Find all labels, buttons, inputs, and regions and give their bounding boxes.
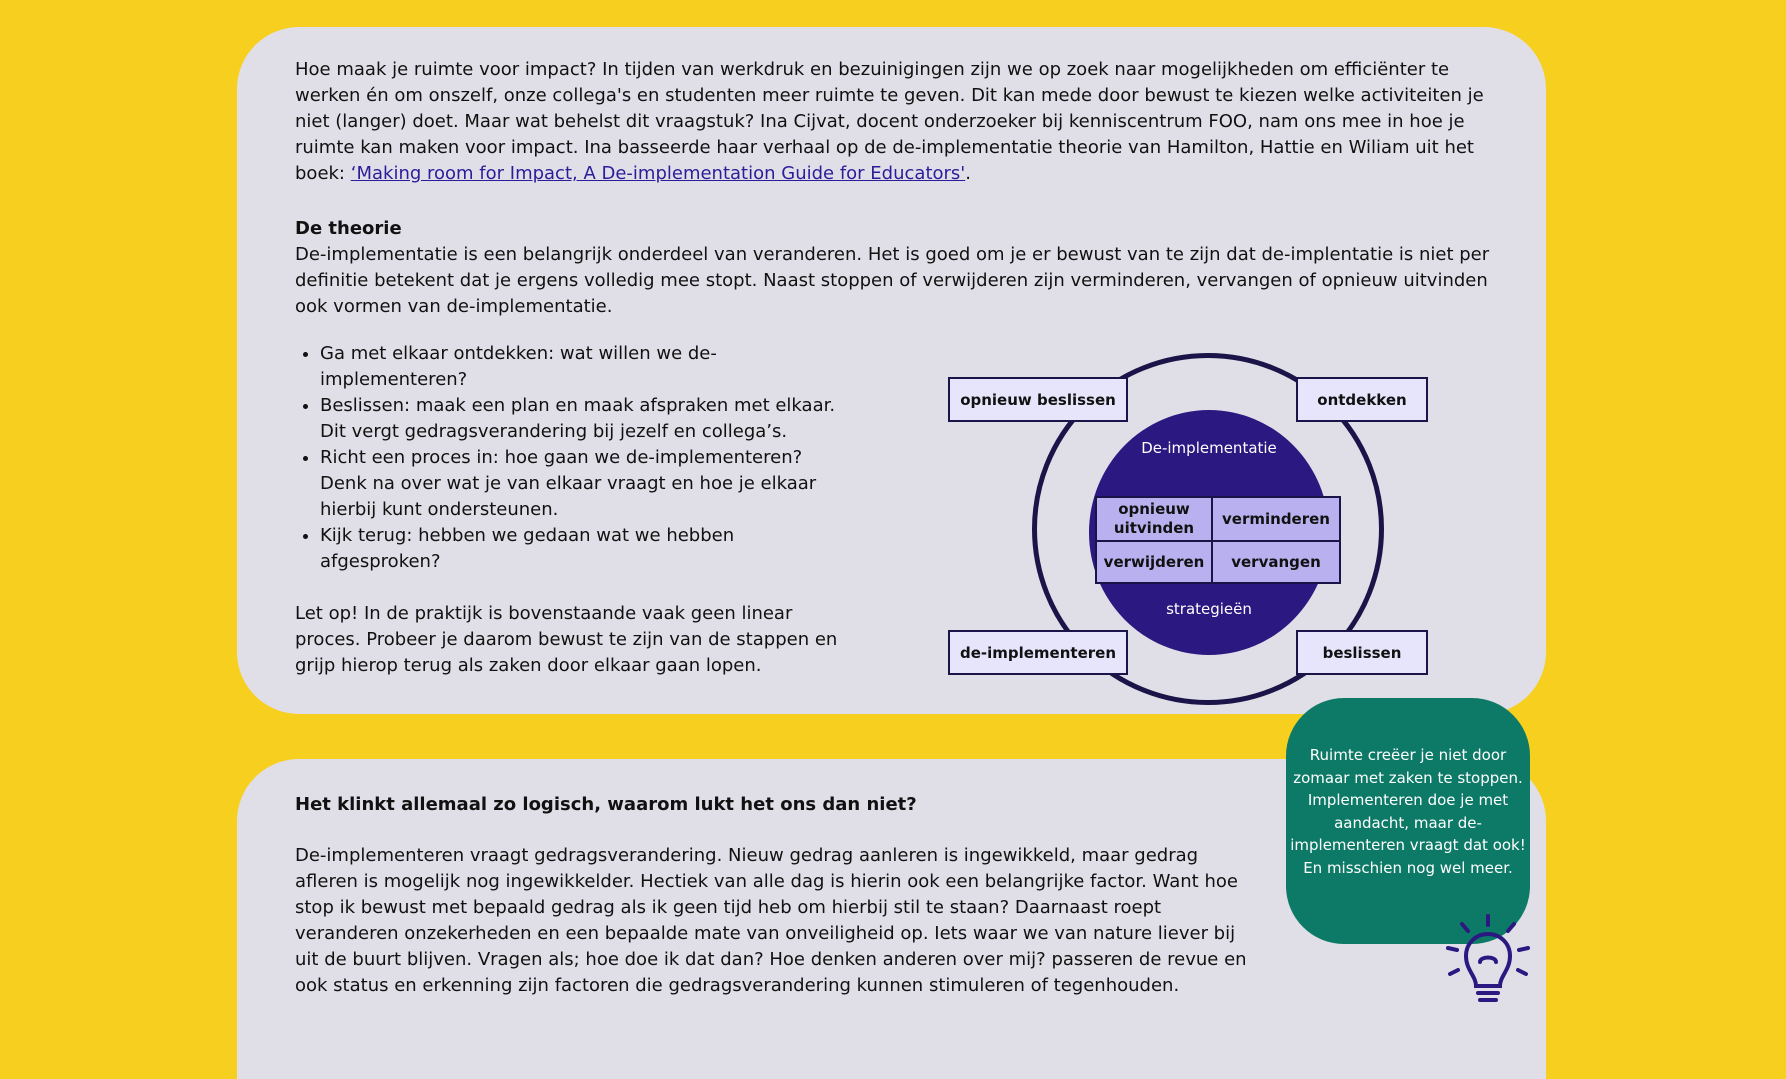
info-card-theory	[237, 27, 1546, 714]
cell-opnieuw-uitvinden: opnieuw uitvinden	[1095, 496, 1213, 542]
core-subtitle: strategieën	[1166, 600, 1252, 618]
book-link[interactable]: ‘Making room for Impact, A De-implementation Guide for Educators'	[350, 163, 966, 184]
list-item: • Beslissen: maak een plan en maak afspraken met elkaar. Dit vergt gedragsverandering bij jezelf en collega’s.	[320, 393, 840, 445]
theory-heading: De theorie	[295, 218, 402, 239]
cell-verwijderen: verwijderen	[1095, 540, 1213, 584]
note-paragraph: Let op! In de praktijk is bovenstaande vaak geen linear proces. Probeer je daarom bewust te zijn van de stappen en grijp hierop terug als zaken door elkaar gaan lopen.	[295, 603, 838, 676]
core-title: De-implementatie	[1141, 439, 1277, 457]
de-implementation-diagram	[905, 320, 1405, 700]
quote-callout	[1286, 698, 1530, 944]
box-ontdekken: ontdekken	[1296, 377, 1428, 422]
lightbulb-icon	[1440, 912, 1535, 1005]
steps-list	[287, 341, 840, 575]
box-opnieuw-beslissen: opnieuw beslissen	[948, 377, 1128, 422]
callout-text: Ruimte creëer je niet door zomaar met zaken te stoppen. Implementeren doe je met aandacht, maar de-implementeren vraagt dat ook! En misschien nog wel meer.	[1290, 746, 1526, 877]
box-de-implementeren: de-implementeren	[948, 630, 1128, 675]
intro-text-end: .	[965, 163, 971, 184]
section2-paragraph: De-implementeren vraagt gedragsverandering. Nieuw gedrag aanleren is ingewikkeld, maar gedrag afleren is mogelijk nog ingewikkelder. Hectiek van alle dag is hierin ook een belangrijke factor. Want hoe stop ik bewust met bepaald gedrag als ik geen tijd heb om hierbij stil te staan? Daarnaast roept veranderen onzekerheden en een bepaalde mate van onveiligheid op. Iets waar we van nature liever bij uit de buurt blijven. Vragen als; hoe doe ik dat dan? Hoe denken anderen over mij? passeren de revue en ook status en erkenning zijn factoren die gedragsverandering kunnen stimuleren of tegenhouden.	[295, 845, 1247, 996]
box-beslissen: beslissen	[1296, 630, 1428, 675]
theory-paragraph: De-implementatie is een belangrijk onderdeel van veranderen. Het is goed om je er bewust van te zijn dat de-implentatie is niet per definitie betekent dat je ergens volledig mee stopt. Naast stoppen of verwijderen zijn verminderen, vervangen of opnieuw uitvinden ook vormen van de-implementatie.	[295, 244, 1490, 317]
section2-heading: Het klinkt allemaal zo logisch, waarom lukt het ons dan niet?	[295, 794, 917, 815]
cell-vervangen: vervangen	[1211, 540, 1341, 584]
list-item: • Richt een proces in: hoe gaan we de-implementeren? Denk na over wat je van elkaar vraagt en hoe je elkaar hierbij kunt ondersteunen.	[320, 445, 840, 523]
list-item: • Ga met elkaar ontdekken: wat willen we de-implementeren?	[320, 341, 840, 393]
list-item: • Kijk terug: hebben we gedaan wat we hebben afgesproken?	[320, 523, 840, 575]
cell-verminderen: verminderen	[1211, 496, 1341, 542]
intro-paragraph	[295, 57, 1505, 187]
intro-text: Hoe maak je ruimte voor impact? In tijden van werkdruk en bezuinigingen zijn we op zoek naar mogelijkheden om efficiënter te werken én om onszelf, onze collega's en studenten meer ruimte te geven. Dit kan mede door bewust te kiezen welke activiteiten je niet (langer) doet. Maar wat behelst dit vraagstuk? Ina Cijvat, docent onderzoeker bij kenniscentrum FOO, nam ons mee in hoe je ruimte kan maken voor impact. Ina basseerde haar verhaal op de de-implementatie theorie van Hamilton, Hattie en Wiliam uit het boek:	[295, 59, 1484, 184]
